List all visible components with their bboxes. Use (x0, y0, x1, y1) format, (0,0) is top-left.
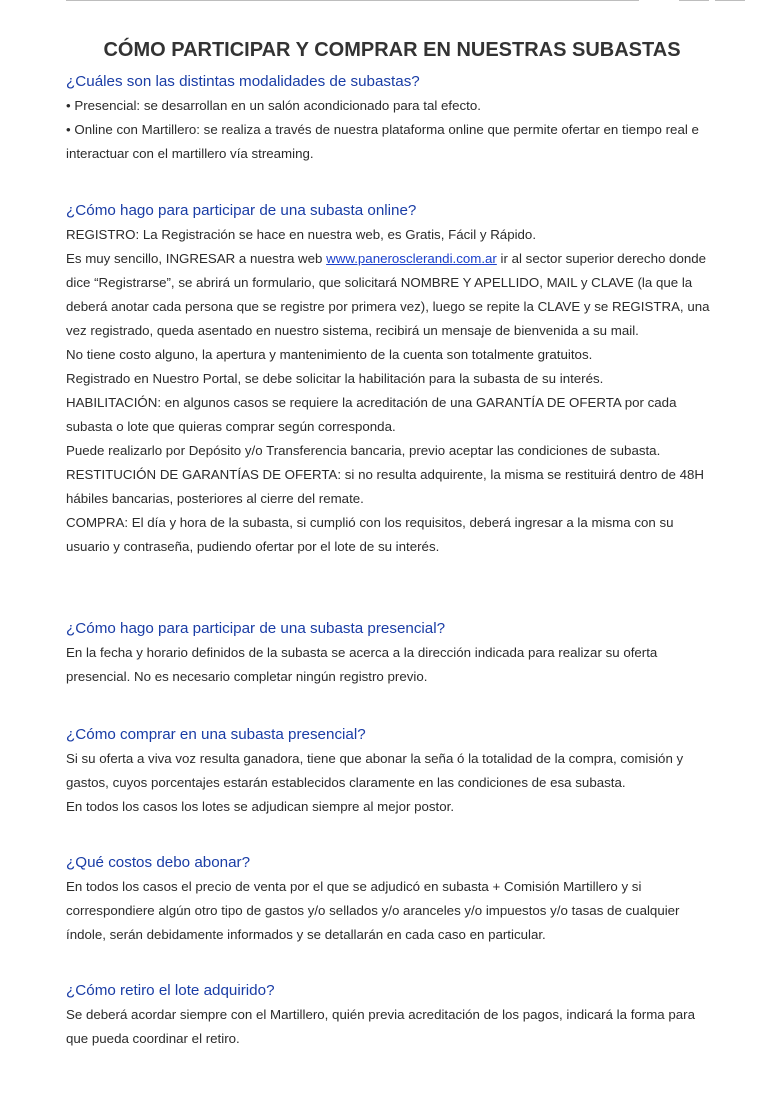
answer-paragraph: REGISTRO: La Registración se hace en nuestra web, es Gratis, Fácil y Rápido. (66, 227, 537, 242)
website-link[interactable]: www.panerosclerandi.com.ar (326, 251, 497, 266)
faq-section-modalidades (66, 70, 718, 166)
faq-question: ¿Cuáles son las distintas modalidades de subastas? (66, 73, 420, 90)
answer-paragraph (66, 247, 718, 343)
page-content (66, 0, 718, 1046)
faq-question: ¿Cómo hago para participar de una subasta presencial? (66, 620, 446, 637)
faq-question: ¿Cómo retiro el lote adquirido? (66, 982, 275, 999)
faq-answer (66, 94, 718, 166)
faq-section-presencial (66, 617, 718, 689)
faq-answer (66, 747, 718, 819)
faq-answer (66, 641, 718, 689)
faq-question: ¿Cómo hago para participar de una subasta online? (66, 202, 417, 219)
faq-section-online (66, 199, 718, 559)
answer-paragraph: Se deberá acordar siempre con el Martillero, quién previa acreditación de los pagos, indicará la forma para que pueda coordinar el retiro. (66, 1007, 695, 1046)
answer-paragraph: Si su oferta a viva voz resulta ganadora, tiene que abonar la seña ó la totalidad de la compra, comisión y gastos, cuyos porcentajes estarán establecidos claramente en las condiciones de esa subasta. (66, 751, 684, 790)
answer-paragraph: • Presencial: se desarrollan en un salón acondicionado para tal efecto. (66, 98, 481, 113)
faq-question: ¿Cómo comprar en una subasta presencial? (66, 726, 366, 743)
answer-paragraph: Puede realizarlo por Depósito y/o Transferencia bancaria, previo aceptar las condiciones de subasta. (66, 443, 661, 458)
answer-paragraph: Registrado en Nuestro Portal, se debe solicitar la habilitación para la subasta de su interés. (66, 371, 604, 386)
faq-section-comprar (66, 723, 718, 819)
faq-answer (66, 875, 718, 947)
faq-section-costos (66, 851, 718, 947)
answer-paragraph: No tiene costo alguno, la apertura y mantenimiento de la cuenta son totalmente gratuitos. (66, 347, 593, 362)
faq-section-retiro (66, 979, 718, 1051)
answer-text: ir al sector superior derecho donde dice “Registrarse”, se abrirá un formulario, que solicitará NOMBRE Y APELLIDO, MAIL y CLAVE (la que la deberá anotar cada persona que se registre por primera vez), luego se repite la CLAVE y se REGISTRA, una vez registrado, queda asentado en nuestro sistema, recibirá un mensaje de bienvenida a su mail. (66, 251, 710, 338)
page-title: CÓMO PARTICIPAR Y COMPRAR EN NUESTRAS SUBASTAS (103, 39, 681, 61)
faq-answer (66, 223, 718, 559)
answer-paragraph: En todos los casos el precio de venta por el que se adjudicó en subasta + Comisión Martillero y si correspondiere algún otro tipo de gastos y/o sellados y/o aranceles y/o impuestos y/o tasas de cualquier índole, serán debidamente informados y se detallarán en cada caso en particular. (66, 879, 680, 942)
answer-paragraph: COMPRA: El día y hora de la subasta, si cumplió con los requisitos, deberá ingresar a la misma con su usuario y contraseña, pudiendo ofertar por el lote de su interés. (66, 515, 674, 554)
faq-answer (66, 1003, 718, 1051)
answer-paragraph: En la fecha y horario definidos de la subasta se acerca a la dirección indicada para realizar su oferta presencial. No es necesario completar ningún registro previo. (66, 645, 658, 684)
answer-paragraph: RESTITUCIÓN DE GARANTÍAS DE OFERTA: si no resulta adquirente, la misma se restituirá dentro de 48H hábiles bancarias, posteriores al cierre del remate. (66, 467, 704, 506)
answer-paragraph: • Online con Martillero: se realiza a través de nuestra plataforma online que permite ofertar en tiempo real e interactuar con el martillero vía streaming. (66, 122, 699, 161)
answer-paragraph: HABILITACIÓN: en algunos casos se requiere la acreditación de una GARANTÍA DE OFERTA por cada subasta o lote que quieras comprar según corresponda. (66, 395, 677, 434)
faq-question: ¿Qué costos debo abonar? (66, 854, 251, 871)
answer-paragraph: En todos los casos los lotes se adjudican siempre al mejor postor. (66, 799, 455, 814)
answer-text: Es muy sencillo, INGRESAR a nuestra web (66, 251, 327, 266)
